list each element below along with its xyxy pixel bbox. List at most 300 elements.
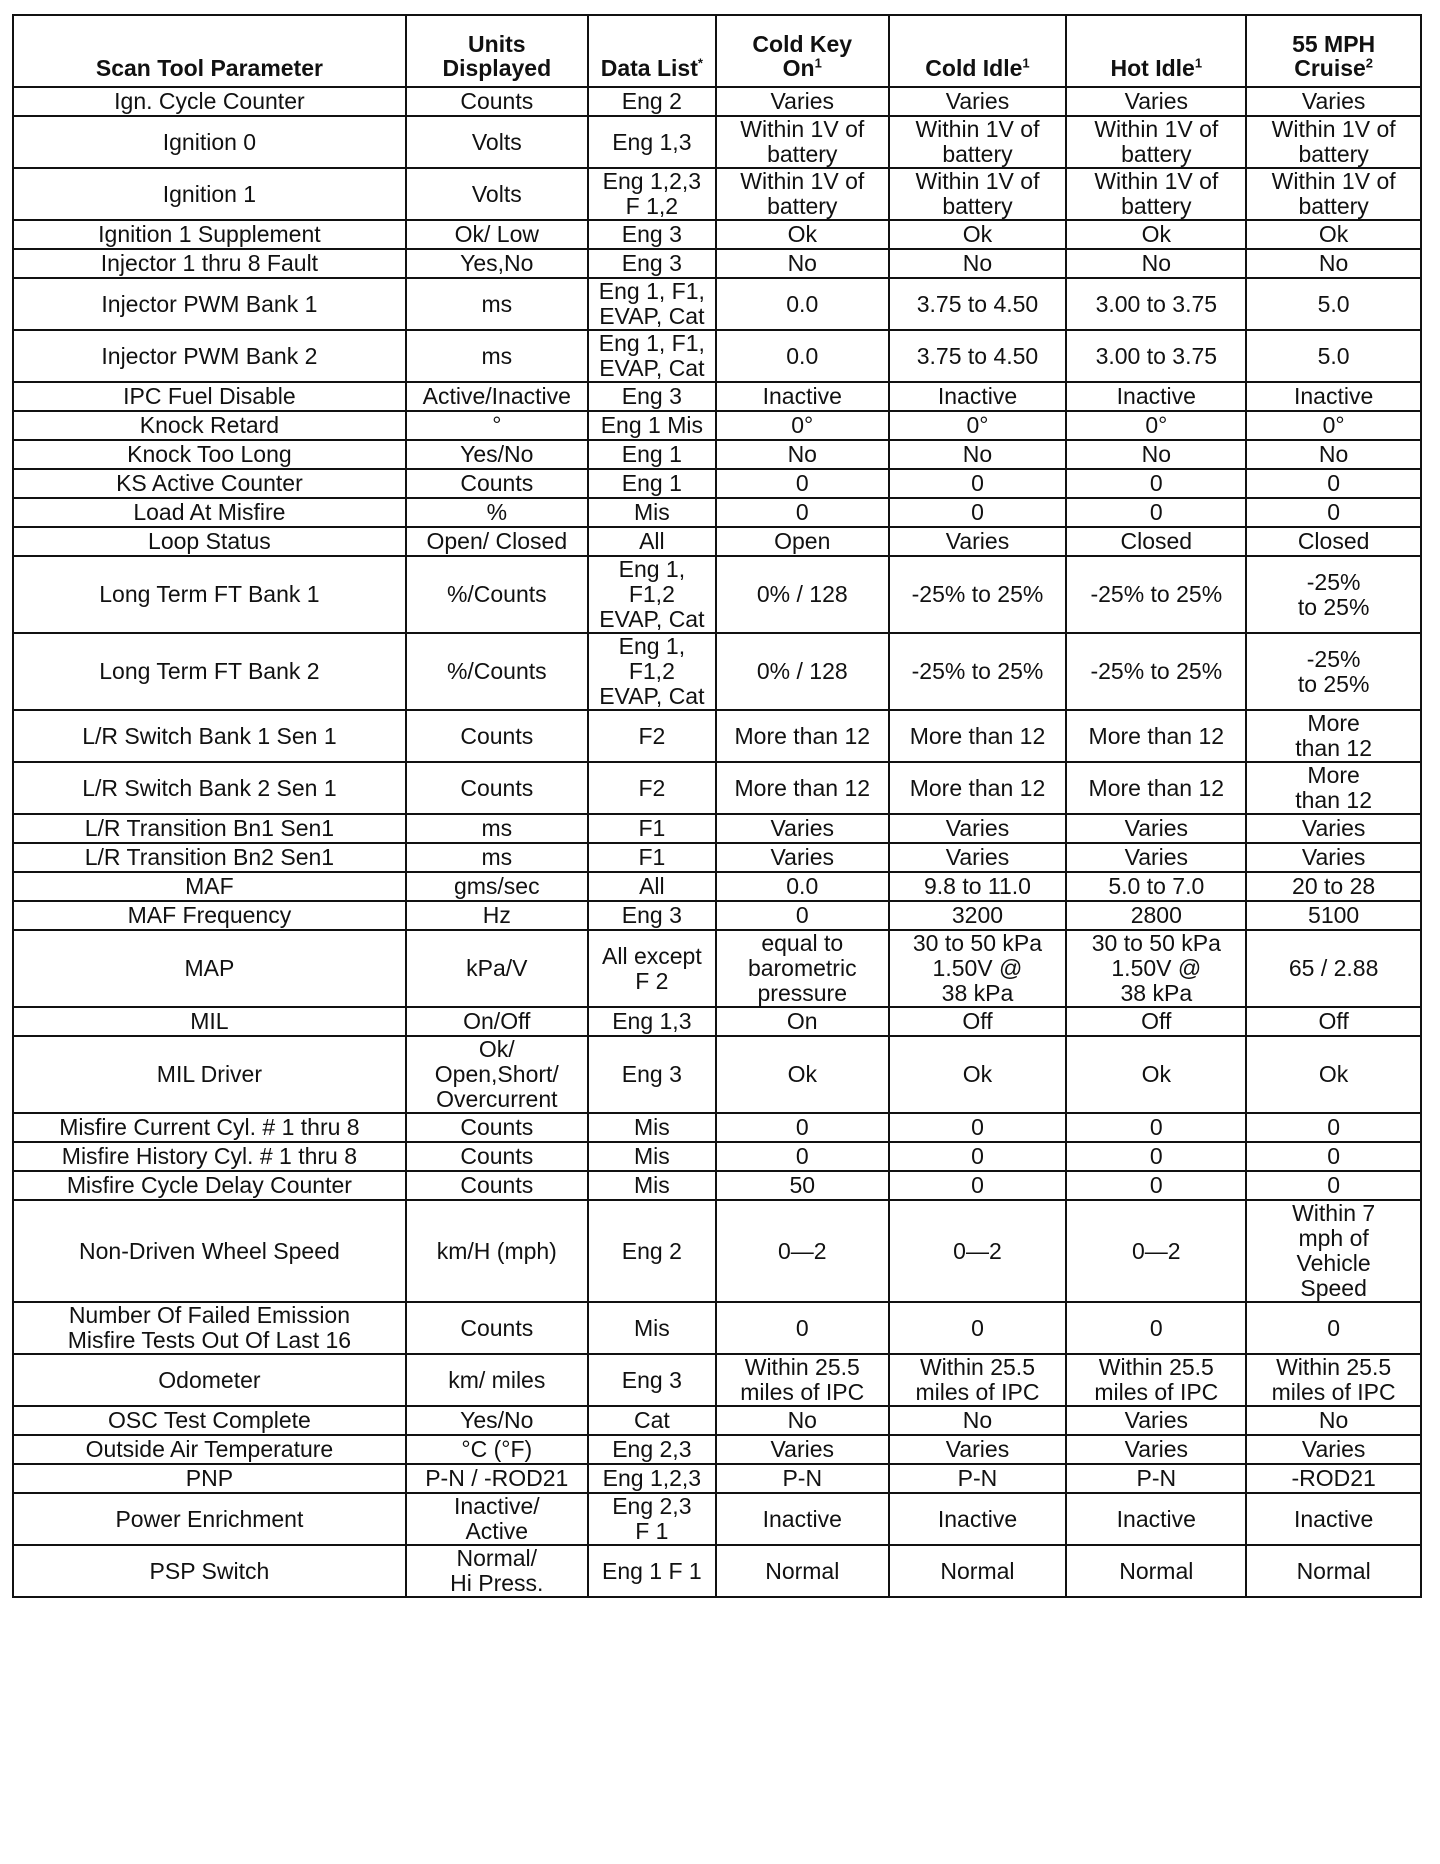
cruise-cell: Within 1V of battery (1246, 116, 1421, 168)
parameter-cell: Load At Misfire (13, 498, 406, 527)
data-list-cell: Eng 2,3 (588, 1435, 716, 1464)
cruise-cell: 0° (1246, 411, 1421, 440)
cold-key-on-cell: Varies (716, 87, 889, 116)
hot-idle-cell: 0 (1066, 469, 1246, 498)
data-list-cell: Eng 1, F1,2 EVAP, Cat (588, 633, 716, 710)
header-units-displayed (406, 15, 588, 87)
cold-idle-cell: More than 12 (889, 762, 1067, 814)
hot-idle-cell: More than 12 (1066, 710, 1246, 762)
cruise-cell: Off (1246, 1007, 1421, 1036)
data-list-cell: Eng 2 (588, 1200, 716, 1302)
header-label: Scan Tool Parameter (95, 55, 323, 81)
cold-key-on-cell: No (716, 1406, 889, 1435)
table-row (13, 168, 1421, 220)
cruise-cell: 0 (1246, 1142, 1421, 1171)
cruise-cell: Closed (1246, 527, 1421, 556)
parameter-cell: Odometer (13, 1354, 406, 1406)
units-cell: kPa/V (406, 930, 588, 1007)
hot-idle-cell: No (1066, 440, 1246, 469)
table-row (13, 1354, 1421, 1406)
data-list-cell: Eng 1,2,3 F 1,2 (588, 168, 716, 220)
footnote-marker: 2 (1365, 55, 1374, 71)
hot-idle-cell: Ok (1066, 220, 1246, 249)
cruise-cell: 5.0 (1246, 278, 1421, 330)
parameter-cell: Long Term FT Bank 2 (13, 633, 406, 710)
hot-idle-cell: Inactive (1066, 382, 1246, 411)
footnote-marker: 1 (814, 55, 822, 71)
table-row (13, 116, 1421, 168)
cruise-cell: 0 (1246, 1113, 1421, 1142)
cruise-cell: Ok (1246, 1036, 1421, 1113)
table-row (13, 762, 1421, 814)
header-data-list (588, 15, 716, 87)
table-row (13, 633, 1421, 710)
cold-key-on-cell: 0.0 (716, 872, 889, 901)
units-cell: Active/Inactive (406, 382, 588, 411)
data-list-cell: F2 (588, 710, 716, 762)
cold-idle-cell: Varies (889, 814, 1067, 843)
table-row (13, 901, 1421, 930)
table-row (13, 710, 1421, 762)
table-row (13, 382, 1421, 411)
table-row (13, 843, 1421, 872)
units-cell: Ok/ Open,Short/ Overcurrent (406, 1036, 588, 1113)
hot-idle-cell: Varies (1066, 843, 1246, 872)
units-cell: km/ miles (406, 1354, 588, 1406)
hot-idle-cell: P-N (1066, 1464, 1246, 1493)
units-cell: ms (406, 814, 588, 843)
table-row (13, 1406, 1421, 1435)
cruise-cell: Inactive (1246, 382, 1421, 411)
table-row (13, 498, 1421, 527)
cold-key-on-cell: Within 1V of battery (716, 116, 889, 168)
cold-key-on-cell: More than 12 (716, 762, 889, 814)
header-scan-tool-parameter (13, 15, 406, 87)
parameter-cell: Long Term FT Bank 1 (13, 556, 406, 633)
cold-key-on-cell: Ok (716, 1036, 889, 1113)
cruise-cell: -25% to 25% (1246, 556, 1421, 633)
cold-idle-cell: Varies (889, 843, 1067, 872)
data-list-cell: F1 (588, 843, 716, 872)
units-cell: Normal/ Hi Press. (406, 1545, 588, 1597)
cold-key-on-cell: Within 25.5 miles of IPC (716, 1354, 889, 1406)
units-cell: Yes/No (406, 440, 588, 469)
hot-idle-cell: 0—2 (1066, 1200, 1246, 1302)
parameter-cell: KS Active Counter (13, 469, 406, 498)
units-cell: Counts (406, 1142, 588, 1171)
data-list-cell: Mis (588, 1302, 716, 1354)
cold-key-on-cell: 0—2 (716, 1200, 889, 1302)
cold-idle-cell: 30 to 50 kPa 1.50V @ 38 kPa (889, 930, 1067, 1007)
parameter-cell: OSC Test Complete (13, 1406, 406, 1435)
header-label: Cold Idle (925, 55, 1023, 81)
data-list-cell: Mis (588, 498, 716, 527)
parameter-cell: Misfire Current Cyl. # 1 thru 8 (13, 1113, 406, 1142)
header-hot-idle (1066, 15, 1246, 87)
hot-idle-cell: Varies (1066, 87, 1246, 116)
cold-idle-cell: Varies (889, 527, 1067, 556)
header-row (13, 15, 1421, 87)
parameter-cell: L/R Switch Bank 2 Sen 1 (13, 762, 406, 814)
cold-key-on-cell: On (716, 1007, 889, 1036)
cold-idle-cell: 0 (889, 469, 1067, 498)
units-cell: Counts (406, 87, 588, 116)
cold-key-on-cell: More than 12 (716, 710, 889, 762)
table-row (13, 1435, 1421, 1464)
units-cell: Ok/ Low (406, 220, 588, 249)
units-cell: % (406, 498, 588, 527)
cruise-cell: 0 (1246, 498, 1421, 527)
units-cell: Volts (406, 116, 588, 168)
cold-key-on-cell: P-N (716, 1464, 889, 1493)
hot-idle-cell: 3.00 to 3.75 (1066, 278, 1246, 330)
cold-key-on-cell: 0.0 (716, 330, 889, 382)
table-row (13, 330, 1421, 382)
table-row (13, 1171, 1421, 1200)
parameter-cell: L/R Transition Bn1 Sen1 (13, 814, 406, 843)
cruise-cell: More than 12 (1246, 762, 1421, 814)
parameter-cell: MIL (13, 1007, 406, 1036)
cold-key-on-cell: 0 (716, 1113, 889, 1142)
cruise-cell: Varies (1246, 814, 1421, 843)
hot-idle-cell: Ok (1066, 1036, 1246, 1113)
units-cell: ° (406, 411, 588, 440)
footnote-marker: * (697, 55, 703, 71)
cruise-cell: 5.0 (1246, 330, 1421, 382)
units-cell: %/Counts (406, 556, 588, 633)
data-list-cell: F2 (588, 762, 716, 814)
cold-idle-cell: 0—2 (889, 1200, 1067, 1302)
cruise-cell: Varies (1246, 1435, 1421, 1464)
cold-key-on-cell: No (716, 440, 889, 469)
table-header (13, 15, 1421, 87)
data-list-cell: Eng 3 (588, 249, 716, 278)
data-list-cell: Eng 1 (588, 440, 716, 469)
units-cell: ms (406, 330, 588, 382)
table-row (13, 220, 1421, 249)
table-row (13, 249, 1421, 278)
hot-idle-cell: Inactive (1066, 1493, 1246, 1545)
cold-key-on-cell: Varies (716, 843, 889, 872)
cruise-cell: 0 (1246, 1171, 1421, 1200)
cold-idle-cell: Inactive (889, 382, 1067, 411)
parameter-cell: Number Of Failed Emission Misfire Tests Out Of Last 16 (13, 1302, 406, 1354)
table-row (13, 556, 1421, 633)
cruise-cell: Ok (1246, 220, 1421, 249)
cold-idle-cell: 0 (889, 498, 1067, 527)
cruise-cell: Varies (1246, 87, 1421, 116)
data-list-cell: Cat (588, 1406, 716, 1435)
cold-idle-cell: No (889, 249, 1067, 278)
parameter-cell: PSP Switch (13, 1545, 406, 1597)
cold-idle-cell: 0° (889, 411, 1067, 440)
table-row (13, 469, 1421, 498)
cold-key-on-cell: 0° (716, 411, 889, 440)
cold-idle-cell: 0 (889, 1302, 1067, 1354)
cold-idle-cell: 0 (889, 1171, 1067, 1200)
parameter-cell: MAF Frequency (13, 901, 406, 930)
data-list-cell: All except F 2 (588, 930, 716, 1007)
cold-key-on-cell: equal to barometric pressure (716, 930, 889, 1007)
data-list-cell: Eng 2 (588, 87, 716, 116)
parameter-cell: Ign. Cycle Counter (13, 87, 406, 116)
units-cell: Counts (406, 1302, 588, 1354)
cold-idle-cell: No (889, 1406, 1067, 1435)
hot-idle-cell: Within 1V of battery (1066, 168, 1246, 220)
parameter-cell: Injector PWM Bank 2 (13, 330, 406, 382)
cold-key-on-cell: Varies (716, 814, 889, 843)
hot-idle-cell: 30 to 50 kPa 1.50V @ 38 kPa (1066, 930, 1246, 1007)
data-list-cell: Eng 1 (588, 469, 716, 498)
table-row (13, 1113, 1421, 1142)
cruise-cell: No (1246, 440, 1421, 469)
table-row (13, 411, 1421, 440)
cold-key-on-cell: No (716, 249, 889, 278)
cold-key-on-cell: Normal (716, 1545, 889, 1597)
parameter-cell: Injector PWM Bank 1 (13, 278, 406, 330)
cold-key-on-cell: Inactive (716, 382, 889, 411)
table-row (13, 1142, 1421, 1171)
parameter-cell: L/R Switch Bank 1 Sen 1 (13, 710, 406, 762)
data-list-cell: Eng 1 F 1 (588, 1545, 716, 1597)
data-list-cell: Eng 1 Mis (588, 411, 716, 440)
parameter-cell: Injector 1 thru 8 Fault (13, 249, 406, 278)
cold-idle-cell: Varies (889, 1435, 1067, 1464)
parameter-cell: MAP (13, 930, 406, 1007)
data-list-cell: All (588, 872, 716, 901)
data-list-cell: Eng 1, F1, EVAP, Cat (588, 330, 716, 382)
cold-idle-cell: 0 (889, 1113, 1067, 1142)
scan-tool-data-table (12, 14, 1422, 1598)
cruise-cell: Normal (1246, 1545, 1421, 1597)
data-list-cell: Eng 3 (588, 382, 716, 411)
units-cell: Volts (406, 168, 588, 220)
table-row (13, 1302, 1421, 1354)
cold-idle-cell: Off (889, 1007, 1067, 1036)
data-list-cell: F1 (588, 814, 716, 843)
table-row (13, 87, 1421, 116)
parameter-cell: MIL Driver (13, 1036, 406, 1113)
table-body (13, 87, 1421, 1597)
table-row (13, 1464, 1421, 1493)
cold-idle-cell: Inactive (889, 1493, 1067, 1545)
units-cell: P-N / -ROD21 (406, 1464, 588, 1493)
header-cold-idle (889, 15, 1067, 87)
cold-idle-cell: Within 1V of battery (889, 116, 1067, 168)
hot-idle-cell: -25% to 25% (1066, 633, 1246, 710)
cold-key-on-cell: 0 (716, 1142, 889, 1171)
parameter-cell: Ignition 1 Supplement (13, 220, 406, 249)
header-label: Units Displayed (442, 31, 552, 81)
data-list-cell: All (588, 527, 716, 556)
cold-idle-cell: 0 (889, 1142, 1067, 1171)
hot-idle-cell: 0 (1066, 1142, 1246, 1171)
data-list-cell: Eng 2,3 F 1 (588, 1493, 716, 1545)
units-cell: Counts (406, 710, 588, 762)
units-cell: Open/ Closed (406, 527, 588, 556)
cold-key-on-cell: Open (716, 527, 889, 556)
cold-idle-cell: 9.8 to 11.0 (889, 872, 1067, 901)
table-row (13, 440, 1421, 469)
hot-idle-cell: 5.0 to 7.0 (1066, 872, 1246, 901)
table-row (13, 814, 1421, 843)
hot-idle-cell: -25% to 25% (1066, 556, 1246, 633)
units-cell: Yes/No (406, 1406, 588, 1435)
cruise-cell: No (1246, 249, 1421, 278)
table-row (13, 1007, 1421, 1036)
cruise-cell: Within 7 mph of Vehicle Speed (1246, 1200, 1421, 1302)
table-row (13, 872, 1421, 901)
hot-idle-cell: Closed (1066, 527, 1246, 556)
data-list-cell: Mis (588, 1113, 716, 1142)
hot-idle-cell: 0 (1066, 1171, 1246, 1200)
header-label: Hot Idle (1110, 55, 1195, 81)
hot-idle-cell: Off (1066, 1007, 1246, 1036)
cold-key-on-cell: 0 (716, 498, 889, 527)
parameter-cell: IPC Fuel Disable (13, 382, 406, 411)
table-row (13, 1036, 1421, 1113)
cold-key-on-cell: 0 (716, 901, 889, 930)
cold-idle-cell: P-N (889, 1464, 1067, 1493)
data-list-cell: Eng 1, F1, EVAP, Cat (588, 278, 716, 330)
units-cell: Inactive/ Active (406, 1493, 588, 1545)
units-cell: °C (°F) (406, 1435, 588, 1464)
parameter-cell: L/R Transition Bn2 Sen1 (13, 843, 406, 872)
hot-idle-cell: 0 (1066, 1302, 1246, 1354)
cruise-cell: Inactive (1246, 1493, 1421, 1545)
cruise-cell: 0 (1246, 469, 1421, 498)
data-list-cell: Eng 1,3 (588, 116, 716, 168)
parameter-cell: Outside Air Temperature (13, 1435, 406, 1464)
cruise-cell: -25% to 25% (1246, 633, 1421, 710)
hot-idle-cell: Normal (1066, 1545, 1246, 1597)
hot-idle-cell: 0° (1066, 411, 1246, 440)
header-label: 55 MPH Cruise (1292, 31, 1376, 81)
cruise-cell: Varies (1246, 843, 1421, 872)
data-list-cell: Mis (588, 1171, 716, 1200)
parameter-cell: Knock Too Long (13, 440, 406, 469)
cold-idle-cell: -25% to 25% (889, 556, 1067, 633)
hot-idle-cell: Varies (1066, 1406, 1246, 1435)
cold-key-on-cell: Within 1V of battery (716, 168, 889, 220)
table-row (13, 1200, 1421, 1302)
parameter-cell: Knock Retard (13, 411, 406, 440)
cold-key-on-cell: 0% / 128 (716, 556, 889, 633)
cold-idle-cell: Ok (889, 1036, 1067, 1113)
cruise-cell: 20 to 28 (1246, 872, 1421, 901)
cold-idle-cell: 3.75 to 4.50 (889, 278, 1067, 330)
cruise-cell: Within 1V of battery (1246, 168, 1421, 220)
cold-idle-cell: More than 12 (889, 710, 1067, 762)
parameter-cell: Non-Driven Wheel Speed (13, 1200, 406, 1302)
cold-idle-cell: Within 25.5 miles of IPC (889, 1354, 1067, 1406)
cold-idle-cell: Normal (889, 1545, 1067, 1597)
hot-idle-cell: Within 1V of battery (1066, 116, 1246, 168)
parameter-cell: Power Enrichment (13, 1493, 406, 1545)
header-label: Cold Key On (752, 31, 853, 81)
data-list-cell: Eng 3 (588, 1354, 716, 1406)
cold-key-on-cell: Inactive (716, 1493, 889, 1545)
parameter-cell: Ignition 0 (13, 116, 406, 168)
data-list-cell: Eng 3 (588, 220, 716, 249)
parameter-cell: Misfire History Cyl. # 1 thru 8 (13, 1142, 406, 1171)
data-list-cell: Eng 1,3 (588, 1007, 716, 1036)
parameter-cell: PNP (13, 1464, 406, 1493)
footnote-marker: 1 (1022, 55, 1030, 71)
units-cell: Counts (406, 1113, 588, 1142)
parameter-cell: MAF (13, 872, 406, 901)
cold-idle-cell: No (889, 440, 1067, 469)
table-row (13, 1545, 1421, 1597)
units-cell: Counts (406, 469, 588, 498)
table-row (13, 527, 1421, 556)
cruise-cell: No (1246, 1406, 1421, 1435)
cold-key-on-cell: 0.0 (716, 278, 889, 330)
cruise-cell: -ROD21 (1246, 1464, 1421, 1493)
cruise-cell: 5100 (1246, 901, 1421, 930)
cold-idle-cell: Ok (889, 220, 1067, 249)
cold-key-on-cell: Ok (716, 220, 889, 249)
hot-idle-cell: No (1066, 249, 1246, 278)
units-cell: Counts (406, 762, 588, 814)
hot-idle-cell: 2800 (1066, 901, 1246, 930)
cold-key-on-cell: 0% / 128 (716, 633, 889, 710)
hot-idle-cell: 3.00 to 3.75 (1066, 330, 1246, 382)
cruise-cell: 0 (1246, 1302, 1421, 1354)
cruise-cell: More than 12 (1246, 710, 1421, 762)
hot-idle-cell: More than 12 (1066, 762, 1246, 814)
parameter-cell: Ignition 1 (13, 168, 406, 220)
cold-idle-cell: 3.75 to 4.50 (889, 330, 1067, 382)
cold-idle-cell: -25% to 25% (889, 633, 1067, 710)
hot-idle-cell: 0 (1066, 1113, 1246, 1142)
hot-idle-cell: Varies (1066, 814, 1246, 843)
units-cell: Counts (406, 1171, 588, 1200)
parameter-cell: Misfire Cycle Delay Counter (13, 1171, 406, 1200)
table-row (13, 278, 1421, 330)
header-label: Data List (600, 55, 698, 81)
units-cell: km/H (mph) (406, 1200, 588, 1302)
units-cell: Hz (406, 901, 588, 930)
data-list-cell: Eng 1,2,3 (588, 1464, 716, 1493)
hot-idle-cell: 0 (1066, 498, 1246, 527)
hot-idle-cell: Varies (1066, 1435, 1246, 1464)
parameter-cell: Loop Status (13, 527, 406, 556)
header-cold-key-on (716, 15, 889, 87)
cold-idle-cell: 3200 (889, 901, 1067, 930)
table-row (13, 930, 1421, 1007)
cruise-cell: Within 25.5 miles of IPC (1246, 1354, 1421, 1406)
cold-key-on-cell: Varies (716, 1435, 889, 1464)
cold-idle-cell: Within 1V of battery (889, 168, 1067, 220)
units-cell: %/Counts (406, 633, 588, 710)
data-list-cell: Eng 1, F1,2 EVAP, Cat (588, 556, 716, 633)
units-cell: ms (406, 278, 588, 330)
units-cell: Yes,No (406, 249, 588, 278)
cold-key-on-cell: 0 (716, 1302, 889, 1354)
cold-idle-cell: Varies (889, 87, 1067, 116)
header-55-mph-cruise (1246, 15, 1421, 87)
hot-idle-cell: Within 25.5 miles of IPC (1066, 1354, 1246, 1406)
cold-key-on-cell: 0 (716, 469, 889, 498)
units-cell: On/Off (406, 1007, 588, 1036)
cruise-cell: 65 / 2.88 (1246, 930, 1421, 1007)
data-list-cell: Eng 3 (588, 1036, 716, 1113)
data-list-cell: Eng 3 (588, 901, 716, 930)
data-list-cell: Mis (588, 1142, 716, 1171)
units-cell: ms (406, 843, 588, 872)
cold-key-on-cell: 50 (716, 1171, 889, 1200)
